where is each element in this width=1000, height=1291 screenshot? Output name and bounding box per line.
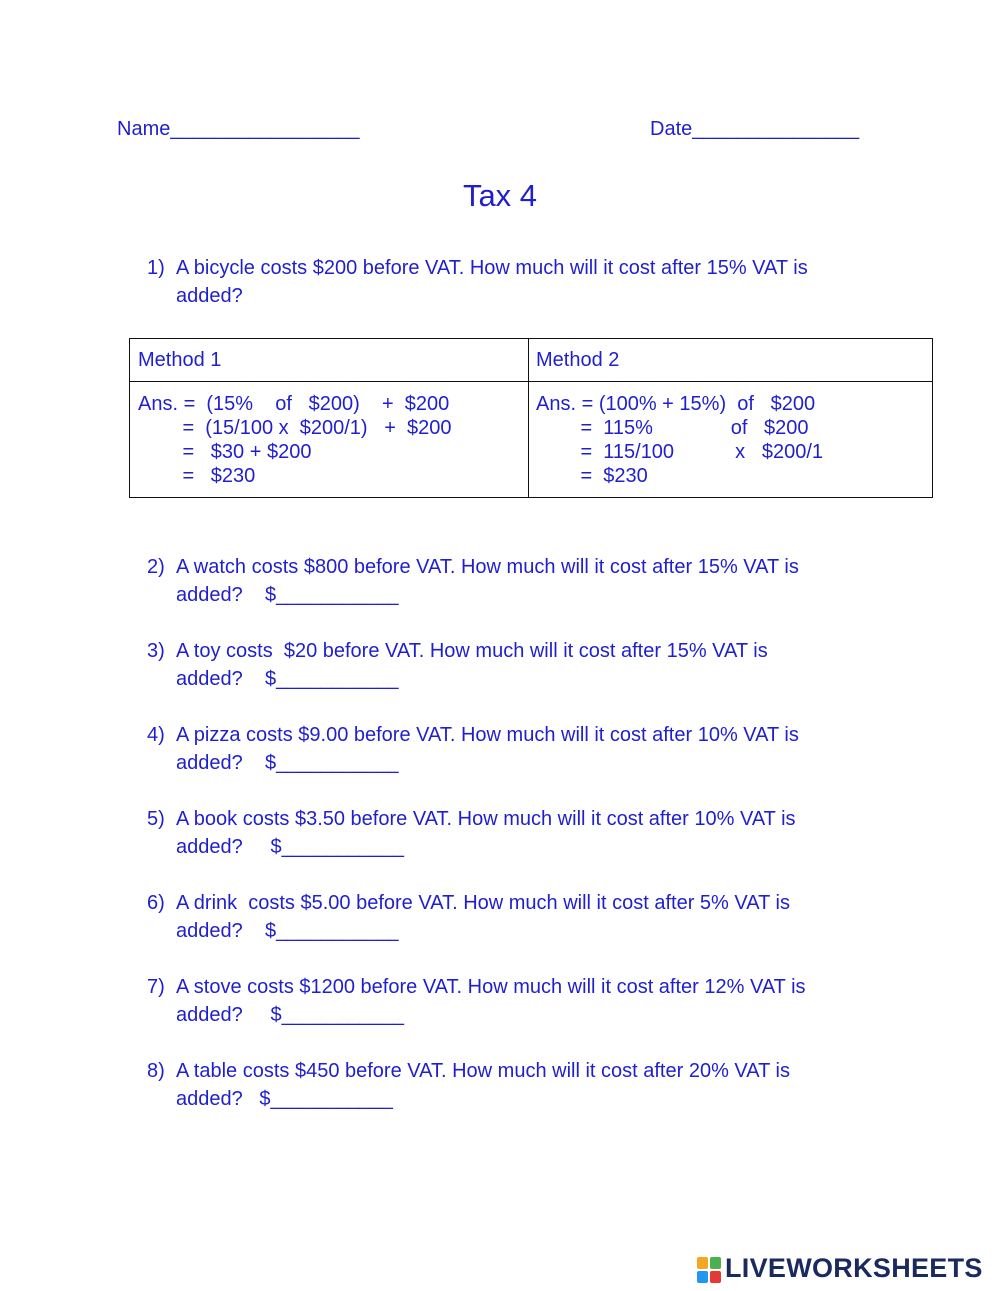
question-text-line1: A watch costs $800 before VAT. How much will it cost after 15% VAT is xyxy=(176,556,799,578)
question-6 xyxy=(0,889,1000,949)
question-number: 4) xyxy=(147,724,165,746)
question-2 xyxy=(0,553,1000,613)
name-field-label: Name_________________ xyxy=(117,118,360,140)
method2-line: = 115% of $200 xyxy=(536,417,809,439)
answer-blank[interactable]: added? $___________ xyxy=(176,836,404,858)
question-text-line1: A pizza costs $9.00 before VAT. How much will it cost after 10% VAT is xyxy=(176,724,799,746)
question-8 xyxy=(0,1057,1000,1117)
table-divider-horizontal xyxy=(130,381,932,382)
question-number: 5) xyxy=(147,808,165,830)
question-3 xyxy=(0,637,1000,697)
answer-blank[interactable]: added? $___________ xyxy=(176,668,399,690)
question-text-line1: A toy costs $20 before VAT. How much will it cost after 15% VAT is xyxy=(176,640,768,662)
method1-header: Method 1 xyxy=(138,349,222,371)
question-number: 6) xyxy=(147,892,165,914)
question-text-line1: A table costs $450 before VAT. How much will it cost after 20% VAT is xyxy=(176,1060,790,1082)
question-number: 3) xyxy=(147,640,165,662)
question-text-line2: added? xyxy=(176,285,243,307)
question-7 xyxy=(0,973,1000,1033)
method1-line: = (15/100 x $200/1) + $200 xyxy=(138,417,452,439)
liveworksheets-logo-text: LIVEWORKSHEETS xyxy=(725,1253,983,1283)
question-text-line1: A book costs $3.50 before VAT. How much will it cost after 10% VAT is xyxy=(176,808,796,830)
method1-line: Ans. = (15% of $200) + $200 xyxy=(138,393,450,415)
question-number: 7) xyxy=(147,976,165,998)
date-field-label: Date_______________ xyxy=(650,118,860,140)
answer-blank[interactable]: added? $___________ xyxy=(176,920,399,942)
answer-blank[interactable]: added? $___________ xyxy=(176,1004,404,1026)
table-divider-vertical xyxy=(528,339,529,497)
question-number: 8) xyxy=(147,1060,165,1082)
answer-blank[interactable]: added? $___________ xyxy=(176,1088,393,1110)
question-text-line1: A bicycle costs $200 before VAT. How much will it cost after 15% VAT is xyxy=(176,257,808,279)
method1-line: = $30 + $200 xyxy=(138,441,312,463)
question-5 xyxy=(0,805,1000,865)
question-number: 1) xyxy=(147,257,165,279)
method2-line: = 115/100 x $200/1 xyxy=(536,441,824,463)
liveworksheets-logo-icon xyxy=(697,1255,723,1285)
question-number: 2) xyxy=(147,556,165,578)
method2-line: Ans. = (100% + 15%) of $200 xyxy=(536,393,816,415)
answer-blank[interactable]: added? $___________ xyxy=(176,752,399,774)
question-1 xyxy=(0,254,1000,314)
method2-line: = $230 xyxy=(536,465,648,487)
question-4 xyxy=(0,721,1000,781)
question-text-line1: A drink costs $5.00 before VAT. How much will it cost after 5% VAT is xyxy=(176,892,790,914)
methods-table xyxy=(129,338,933,498)
method1-line: = $230 xyxy=(138,465,256,487)
method2-header: Method 2 xyxy=(536,349,620,371)
page-title: Tax 4 xyxy=(462,178,538,213)
question-text-line1: A stove costs $1200 before VAT. How much will it cost after 12% VAT is xyxy=(176,976,806,998)
answer-blank[interactable]: added? $___________ xyxy=(176,584,399,606)
